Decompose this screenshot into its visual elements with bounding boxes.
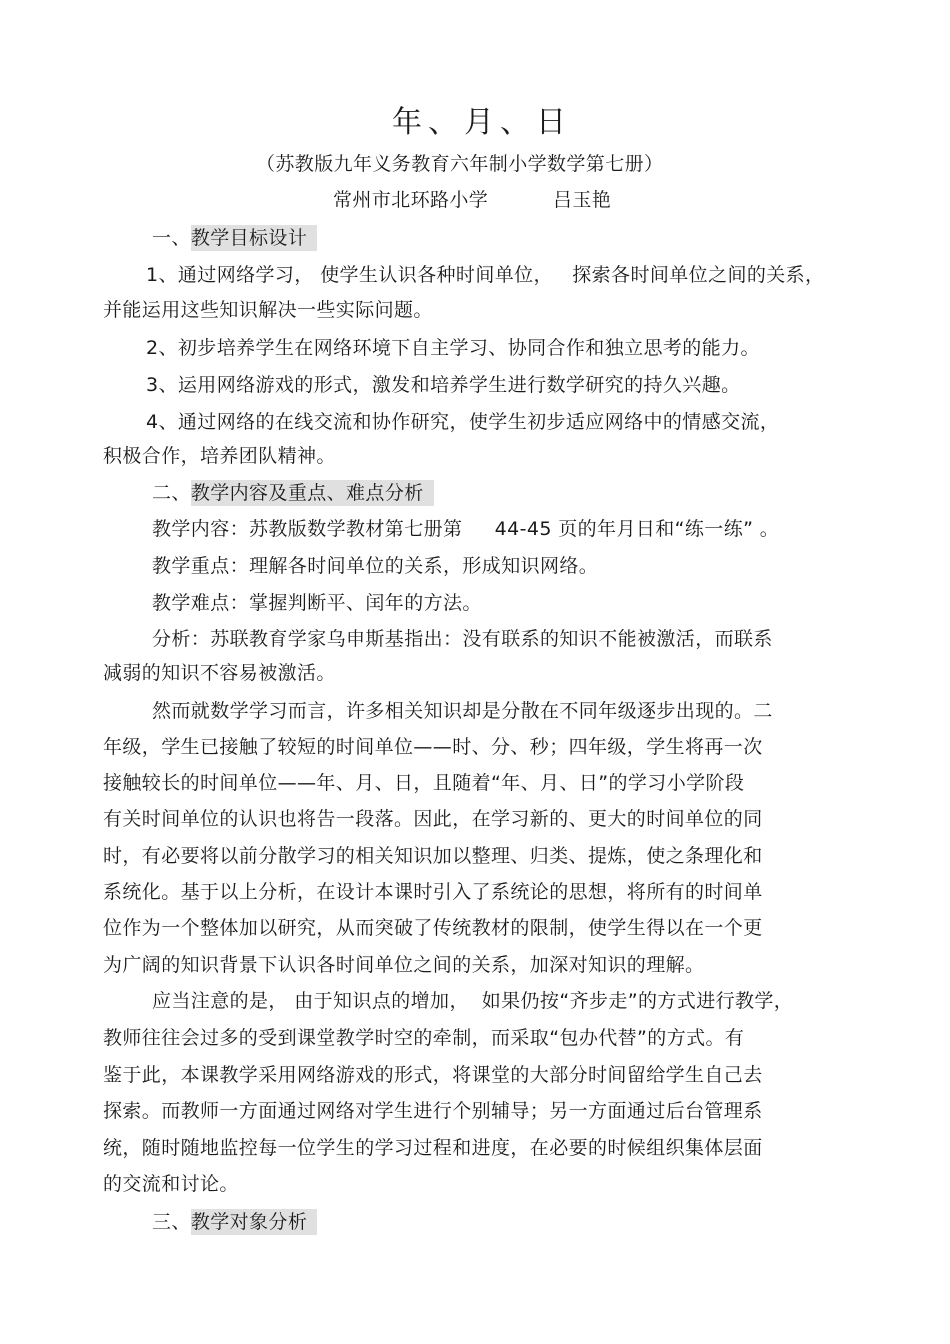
body-line: 教师往往会过多的受到课堂教学时空的牵制，而采取“包办代替”的方式。有 <box>103 1027 745 1049</box>
body-line: 年级，学生已接触了较短的时间单位——时、分、秒；四年级，学生将再一次 <box>103 736 763 758</box>
doc-author: 吕玉艳 <box>553 189 612 211</box>
body-line: 有关时间单位的认识也将告一段落。因此，在学习新的、更大的时间单位的同 <box>103 808 763 830</box>
body-line: 应当注意的是， 由于知识点的增加， 如果仍按“齐步走”的方式进行教学， <box>152 990 794 1012</box>
section-title: 教学内容及重点、难点分析 <box>191 480 434 506</box>
body-line: 教学难点：掌握判断平、闰年的方法。 <box>152 592 482 614</box>
section-prefix: 二、 <box>152 482 191 504</box>
body-line: 接触较长的时间单位——年、月、日，且随着“年、月、日”的学习小学阶段 <box>103 772 745 794</box>
body-line: 2、初步培养学生在网络环境下自主学习、协同合作和独立思考的能力。 <box>146 337 760 359</box>
doc-school: 常州市北环路小学 <box>333 189 489 211</box>
body-line: 3、运用网络游戏的形式，激发和培养学生进行数学研究的持久兴趣。 <box>146 374 741 396</box>
doc-title: 年、月、日 <box>392 105 572 140</box>
body-line: 积极合作，培养团队精神。 <box>103 445 336 467</box>
body-line: 分析：苏联教育学家乌申斯基指出：没有联系的知识不能被激活，而联系 <box>152 628 773 650</box>
body-line: 的交流和讨论。 <box>103 1173 239 1195</box>
body-line: 并能运用这些知识解决一些实际问题。 <box>103 299 433 321</box>
section-prefix: 三、 <box>152 1211 191 1233</box>
body-line: 为广阔的知识背景下认识各时间单位之间的关系，加深对知识的理解。 <box>103 954 705 976</box>
section-heading-2 <box>152 481 434 505</box>
body-line: 教学重点：理解各时间单位的关系，形成知识网络。 <box>152 555 599 577</box>
body-line: 鉴于此，本课教学采用网络游戏的形式，将课堂的大部分时间留给学生自己去 <box>103 1064 763 1086</box>
section-heading-1 <box>152 226 317 250</box>
body-line: 统，随时随地监控每一位学生的学习过程和进度，在必要的时候组织集体层面 <box>103 1137 763 1159</box>
body-line: 1、通过网络学习， 使学生认识各种时间单位， 探索各时间单位之间的关系， <box>146 264 825 286</box>
body-line: 4、通过网络的在线交流和协作研究，使学生初步适应网络中的情感交流， <box>146 411 780 433</box>
body-line: 系统化。基于以上分析，在设计本课时引入了系统论的思想，将所有的时间单 <box>103 881 763 903</box>
body-line: 位作为一个整体加以研究，从而突破了传统教材的限制，使学生得以在一个更 <box>103 917 763 939</box>
section-prefix: 一、 <box>152 227 191 249</box>
doc-subtitle: （苏教版九年义务教育六年制小学数学第七册） <box>256 153 664 175</box>
section-title: 教学对象分析 <box>191 1209 317 1235</box>
section-heading-3 <box>152 1210 317 1234</box>
section-title: 教学目标设计 <box>191 225 317 251</box>
body-line: 减弱的知识不容易被激活。 <box>103 662 336 684</box>
body-line: 教学内容：苏教版数学教材第七册第 44-45 页的年月日和“练一练” 。 <box>152 518 780 540</box>
body-line: 时，有必要将以前分散学习的相关知识加以整理、归类、提炼，使之条理化和 <box>103 845 763 867</box>
body-line: 探索。而教师一方面通过网络对学生进行个别辅导；另一方面通过后台管理系 <box>103 1100 763 1122</box>
body-line: 然而就数学学习而言，许多相关知识却是分散在不同年级逐步出现的。二 <box>152 700 773 722</box>
